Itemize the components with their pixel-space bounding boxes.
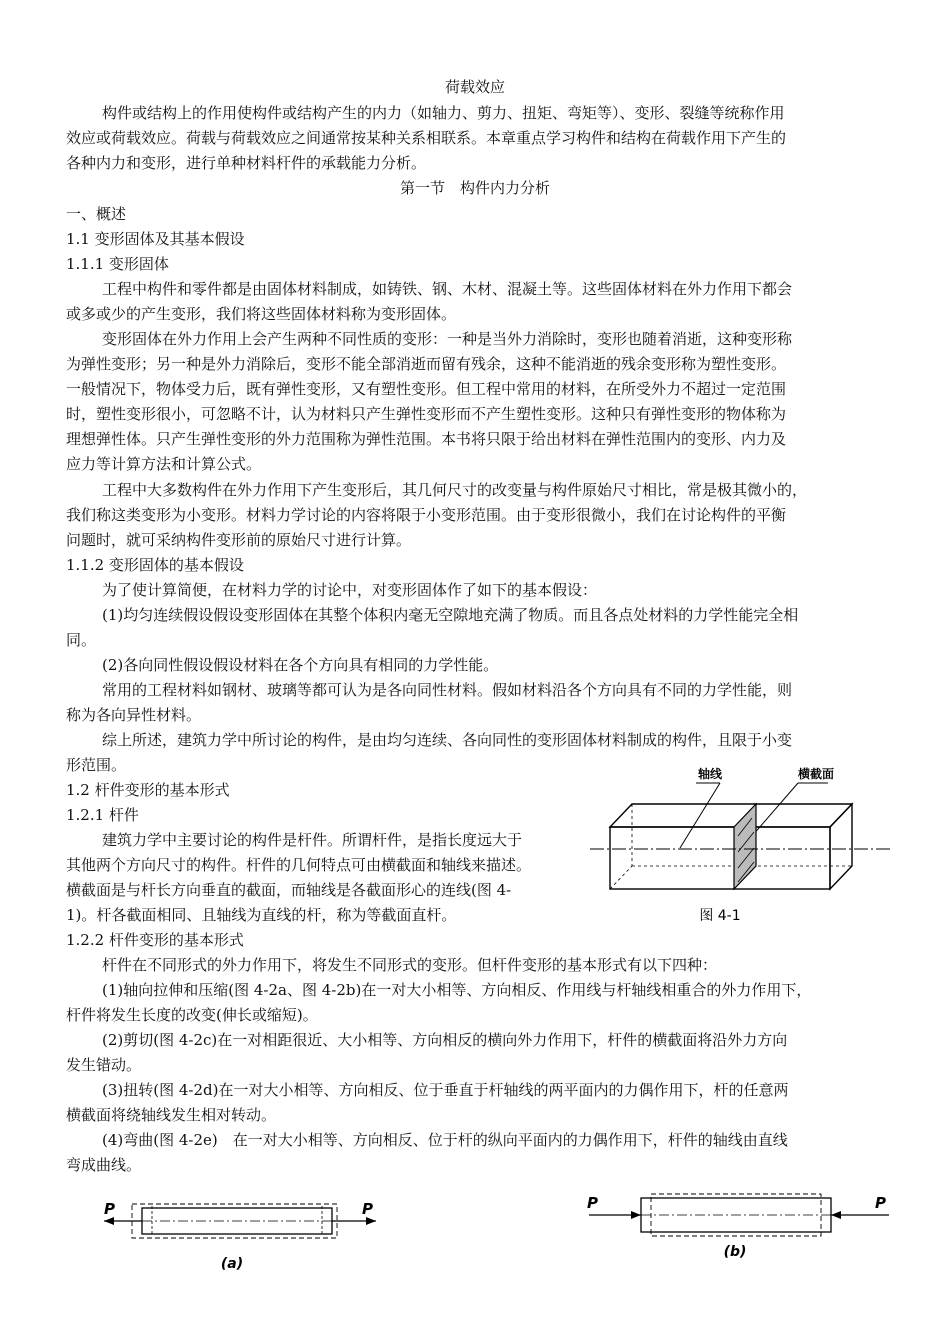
bar-front-face (610, 827, 830, 889)
figure-4-2b (585, 1186, 895, 1266)
figure-caption: (b) (723, 1244, 747, 1260)
leader-section (752, 783, 798, 836)
heading-overview: 一、概述 (66, 205, 127, 223)
intro-line: 各种内力和变形，进行单种材料杆件的承载能力分析。 (66, 154, 427, 172)
intro-line: 构件或结构上的作用使构件或结构产生的内力（如轴力、剪力、扭矩、弯矩等）、变形、裂缝等统称作用 (102, 104, 785, 122)
paragraph-line: 形范围。 (66, 756, 127, 774)
paragraph-line: 应力等计算方法和计算公式。 (66, 455, 262, 473)
paragraph-line: 为弹性变形；另一种是外力消除后，变形不能全部消逝而留有残余，这种不能消逝的残余变形称为塑性变形。 (66, 355, 787, 373)
heading-1-2-2: 1.2.2 杆件变形的基本形式 (66, 931, 244, 949)
section-title: 第一节 构件内力分析 (399, 179, 550, 197)
paragraph-line: 工程中构件和零件都是由固体材料制成，如铸铁、钢、木材、混凝土等。这些固体材料在外力作用下都会 (102, 280, 793, 298)
paragraph-line: 发生错动。 (66, 1056, 142, 1074)
heading-1-2: 1.2 杆件变形的基本形式 (66, 781, 230, 799)
arrow-head-right (366, 1217, 376, 1225)
figure-caption: 图 4-1 (699, 908, 741, 924)
paragraph-line: 其他两个方向尺寸的构件。杆件的几何特点可由横截面和轴线来描述。 (66, 856, 532, 874)
paragraph-line: 理想弹性体。只产生弹性变形的外力范围称为弹性范围。本书将只限于给出材料在弹性范围内的变形、内力及 (66, 430, 787, 448)
paragraph-line: 常用的工程材料如钢材、玻璃等都可认为是各向同性材料。假如材料沿各个方向具有不同的力学性能，则 (102, 681, 793, 699)
paragraph-line: 杆件将发生长度的改变(伸长或缩短)。 (66, 1006, 318, 1024)
paragraph-line: 横截面是与杆长方向垂直的截面，而轴线是各截面形心的连线(图 4- (66, 881, 512, 899)
intro-line: 效应或荷载效应。荷载与荷载效应之间通常按某种关系相联系。本章重点学习构件和结构在荷载作用下产生的 (66, 129, 787, 147)
figure-4-2a (94, 1194, 390, 1274)
arrow-head-right (831, 1211, 841, 1219)
paragraph-line: (3)扭转(图 4-2d)在一对大小相等、方向相反、位于垂直于杆轴线的两平面内的力偶作用下，杆的任意两 (102, 1081, 789, 1099)
paragraph-line: 工程中大多数构件在外力作用下产生变形后，其几何尺寸的改变量与构件原始尺寸相比，常是极其微小的， (102, 481, 808, 499)
paragraph-line: 为了使计算简便，在材料力学的讨论中，对变形固体作了如下的基本假设： (102, 581, 598, 599)
paragraph-line: 杆件在不同形式的外力作用下，将发生不同形式的变形。但杆件变形的基本形式有以下四种： (102, 956, 718, 974)
arrow-head-left (631, 1211, 641, 1219)
force-label-right: P (875, 1194, 886, 1212)
label-section: 横截面 (797, 767, 835, 781)
paragraph-line: 同。 (66, 631, 97, 649)
paragraph-line: 变形固体在外力作用上会产生两种不同性质的变形：一种是当外力消除时，变形也随着消逝，这种变形称 (102, 330, 793, 348)
paragraph-line: 时，塑性变形很小，可忽略不计，认为材料只产生弹性变形而不产生塑性变形。这种只有弹性变形的物体称为 (66, 405, 787, 423)
heading-1-2-1: 1.2.1 杆件 (66, 806, 139, 824)
paragraph-line: 弯成曲线。 (66, 1156, 142, 1174)
heading-1-1: 1.1 变形固体及其基本假设 (66, 230, 245, 248)
paragraph-line: 问题时，就可采纳构件变形前的原始尺寸进行计算。 (66, 531, 412, 549)
bar-top-face (610, 804, 852, 827)
bar-end-face (830, 804, 852, 889)
paragraph-line: 我们称这类变形为小变形。材料力学讨论的内容将限于小变形范围。由于变形很微小，我们在讨论构件的平衡 (66, 506, 787, 524)
paragraph-line: (2)各向同性假设假设材料在各个方向具有相同的力学性能。 (102, 656, 499, 674)
paragraph-line: 称为各向异性材料。 (66, 706, 202, 724)
figure-4-1 (590, 764, 890, 934)
force-label-left: P (104, 1200, 115, 1218)
paragraph-line: (1)轴向拉伸和压缩(图 4-2a、图 4-2b)在一对大小相等、方向相反、作用线与杆轴线相重合的外力作用下， (102, 981, 812, 999)
leader-axis (680, 783, 720, 848)
heading-1-1-2: 1.1.2 变形固体的基本假设 (66, 556, 244, 574)
paragraph-line: 建筑力学中主要讨论的构件是杆件。所谓杆件，是指长度远大于 (102, 831, 523, 849)
force-label-right: P (362, 1200, 373, 1218)
paragraph-line: 横截面将绕轴线发生相对转动。 (66, 1106, 277, 1124)
paragraph-line: 1)。杆各截面相同、且轴线为直线的杆，称为等截面直杆。 (66, 906, 457, 924)
label-axis: 轴线 (697, 767, 723, 781)
page-title: 荷载效应 (444, 78, 505, 96)
paragraph-line: (2)剪切(图 4-2c)在一对相距很近、大小相等、方向相反的横向外力作用下，杆件的横截面将沿外力方向 (102, 1031, 788, 1049)
paragraph-line: 或多或少的产生变形，我们将这些固体材料称为变形固体。 (66, 305, 457, 323)
paragraph-line: 一般情况下，物体受力后，既有弹性变形，又有塑性变形。但工程中常用的材料，在所受外力不超过一定范围 (66, 380, 787, 398)
heading-1-1-1: 1.1.1 变形固体 (66, 255, 169, 273)
force-label-left: P (587, 1194, 598, 1212)
figure-caption: (a) (220, 1256, 244, 1272)
paragraph-line: 综上所述，建筑力学中所讨论的构件，是由均匀连续、各向同性的变形固体材料制成的构件，且限于小变 (102, 731, 793, 749)
arrow-head-left (104, 1217, 114, 1225)
cross-section-hatch (734, 804, 756, 889)
paragraph-line: (1)均匀连续假设假设变形固体在其整个体积内毫无空隙地充满了物质。而且各点处材料的力学性能完全相 (102, 606, 799, 624)
hidden-edge (610, 866, 632, 889)
paragraph-line: (4)弯曲(图 4-2e) 在一对大小相等、方向相反、位于杆的纵向平面内的力偶作用下，杆件的轴线由直线 (102, 1131, 788, 1149)
